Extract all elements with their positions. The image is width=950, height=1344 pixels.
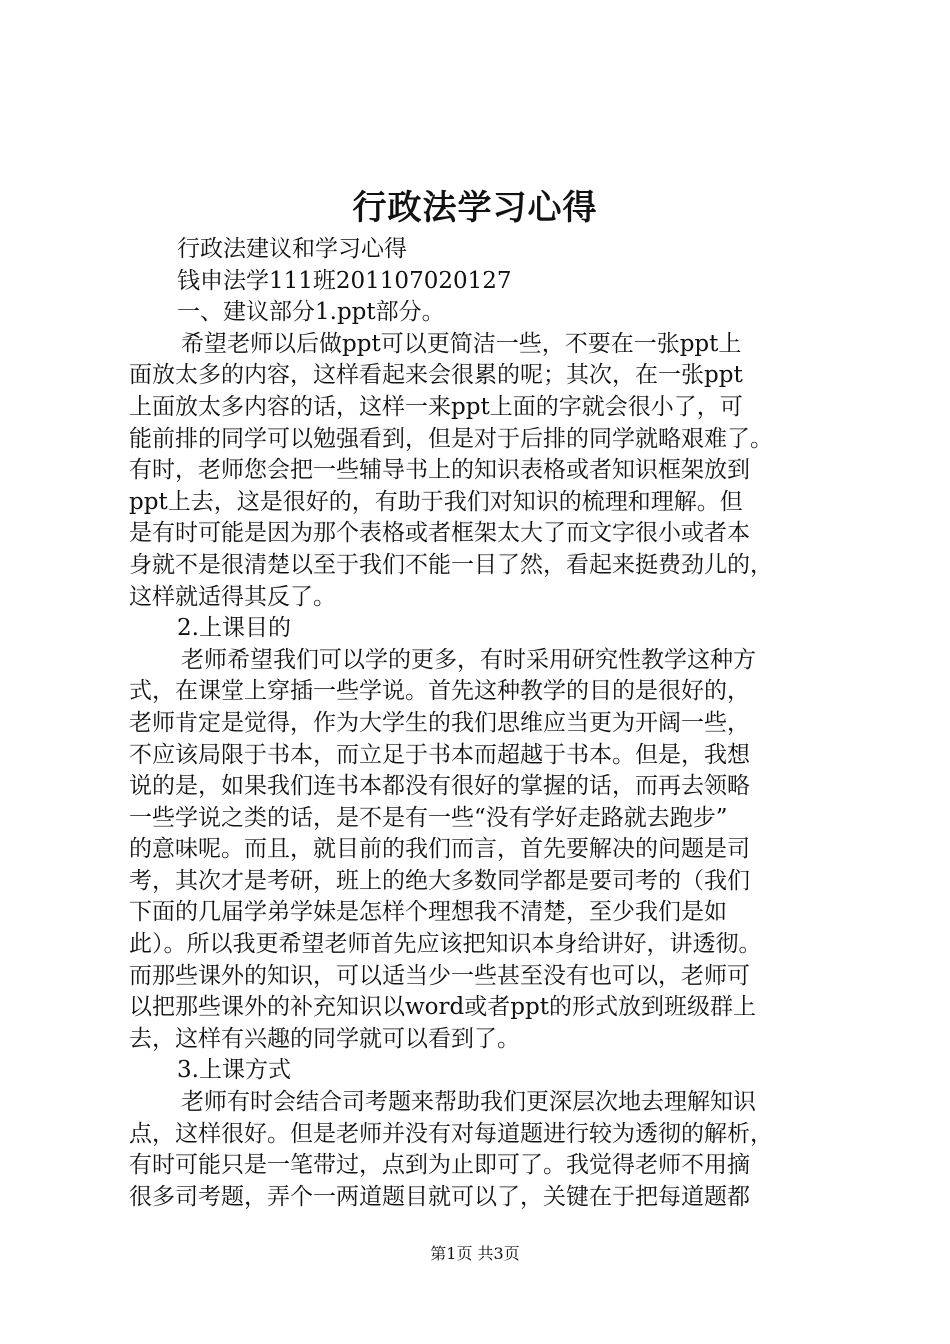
body-line: 老师肯定是觉得，作为大学生的我们思维应当更为开阔一些，: [129, 709, 750, 736]
body-line: 上面放太多内容的话，这样一来ppt上面的字就会很小了，可: [129, 393, 743, 420]
body-line: 不应该局限于书本，而立足于书本而超越于书本。但是，我想: [129, 741, 750, 768]
body-line: 一、建议部分1.ppt部分。: [177, 299, 445, 326]
body-line: 希望老师以后做ppt可以更简洁一些，不要在一张ppt上: [181, 330, 742, 357]
body-line: 能前排的同学可以勉强看到，但是对于后排的同学就略艰难了。: [129, 425, 773, 452]
body-line: 钱申法学111班201107020127: [177, 267, 512, 294]
body-line: 是有时可能是因为那个表格或者框架太大了而文字很小或者本: [129, 520, 750, 547]
body-line: 的意味呢。而且，就目前的我们而言，首先要解决的问题是司: [129, 836, 750, 863]
body-line: 以把那些课外的补充知识以word或者ppt的形式放到班级群上: [129, 994, 756, 1021]
document-title: 行政法学习心得: [352, 188, 598, 228]
body-line: 很多司考题，弄个一两道题目就可以了，关键在于把每道题都: [129, 1183, 750, 1210]
body-line: 下面的几届学弟学妹是怎样个理想我不清楚，至少我们是如: [129, 899, 727, 926]
body-line: 有时，老师您会把一些辅导书上的知识表格或者知识框架放到: [129, 457, 750, 484]
body-line: 说的是，如果我们连书本都没有很好的掌握的话，而再去领略: [129, 773, 750, 800]
body-line: 考，其次才是考研，班上的绝大多数同学都是要司考的（我们: [129, 867, 750, 894]
body-line: 老师有时会结合司考题来帮助我们更深层次地去理解知识: [181, 1089, 756, 1116]
body-line: 而那些课外的知识，可以适当少一些甚至没有也可以，老师可: [129, 962, 750, 989]
body-line: 一些学说之类的话，是不是有一些“没有学好走路就去跑步”: [129, 804, 728, 831]
body-line: 去，这样有兴趣的同学就可以看到了。: [129, 1025, 520, 1052]
body-line: 这样就适得其反了。: [129, 583, 336, 610]
body-line: 身就不是很清楚以至于我们不能一目了然，看起来挺费劲儿的，: [129, 551, 773, 578]
body-line: 点，这样很好。但是老师并没有对每道题进行较为透彻的解析，: [129, 1120, 773, 1147]
page-footer: 第1页 共3页: [430, 1244, 520, 1263]
body-line: 面放太多的内容，这样看起来会很累的呢；其次，在一张ppt: [129, 362, 743, 389]
document-body: [129, 234, 835, 1213]
body-line: 老师希望我们可以学的更多，有时采用研究性教学这种方: [181, 646, 756, 673]
body-line: 此）。所以我更希望老师首先应该把知识本身给讲好，讲透彻。: [129, 931, 762, 958]
body-line: 有时可能只是一笔带过，点到为止即可了。我觉得老师不用摘: [129, 1152, 750, 1179]
body-line: 3.上课方式: [177, 1057, 291, 1084]
body-line: 2.上课目的: [177, 615, 291, 642]
body-line: 行政法建议和学习心得: [177, 236, 407, 262]
body-line: ppt上去，这是很好的，有助于我们对知识的梳理和理解。但: [129, 488, 743, 515]
body-line: 式，在课堂上穿插一些学说。首先这种教学的目的是很好的，: [129, 678, 750, 705]
